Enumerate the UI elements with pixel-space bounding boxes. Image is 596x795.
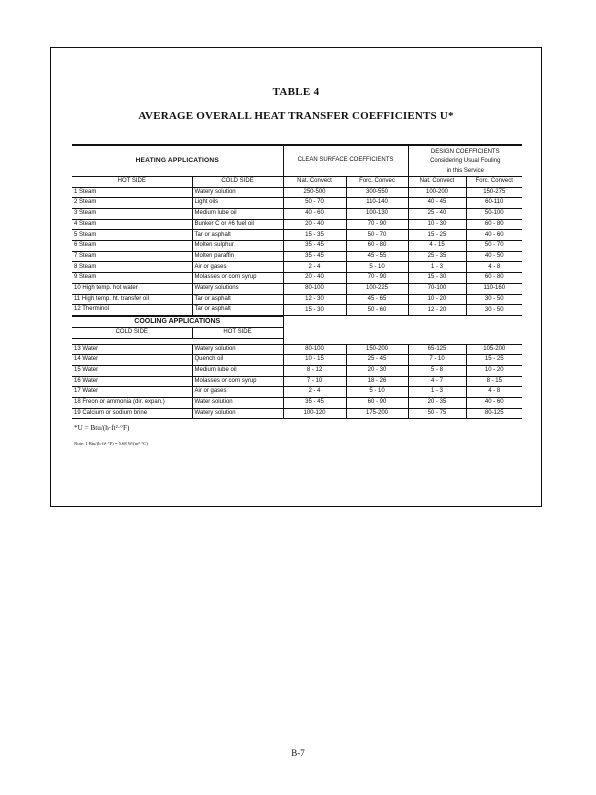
table-row (72, 273, 522, 284)
design-forc-convect-cell: 8 - 15 (466, 376, 522, 387)
second-side-cell: Molasses or corn syrup (192, 273, 283, 284)
clean-forc-convec-cell: 45 - 55 (346, 251, 408, 262)
design-forc-convect-cell: 15 - 25 (466, 355, 522, 366)
clean-forc-convec-cell: 5 - 10 (346, 387, 408, 398)
table-row (72, 387, 522, 398)
table-row (72, 283, 522, 294)
clean-forc-convec-cell: 25 - 45 (346, 355, 408, 366)
clean-nat-convect-cell: 15 - 35 (283, 230, 346, 241)
first-side-cell: 12 Therminol (72, 305, 192, 316)
second-side-cell: Tar or asphalt (192, 230, 283, 241)
second-side-cell: Medium lube oil (192, 365, 283, 376)
clean-forc-convec-cell: 18 - 26 (346, 376, 408, 387)
second-side-cell: Quench oil (192, 355, 283, 366)
clean-nat-convect-cell: 35 - 45 (283, 251, 346, 262)
clean-forc-convec-cell: 70 - 90 (346, 273, 408, 284)
first-side-cell: 11 High temp. ht. transfer oil (72, 294, 192, 305)
first-side-cell: 1 Steam (72, 187, 192, 198)
clean-forc-convec-cell: 100-130 (346, 209, 408, 220)
second-side-cell: Water solution (192, 398, 283, 409)
design-forc-convect-cell: 30 - 50 (466, 294, 522, 305)
second-side-cell: Tar or asphalt (192, 294, 283, 305)
first-side-cell: 7 Steam (72, 251, 192, 262)
clean-nat-convect-cell: 80-100 (283, 344, 346, 355)
clean-nat-convect-cell: 250-500 (283, 187, 346, 198)
design-forc-convect-header: Forc. Convect (466, 177, 522, 187)
table-row (72, 209, 522, 220)
clean-nat-convect-cell: 35 - 45 (283, 398, 346, 409)
clean-forc-convec-cell: 45 - 65 (346, 294, 408, 305)
design-nat-convect-cell: 4 - 7 (408, 376, 466, 387)
design-forc-convect-cell: 60-110 (466, 198, 522, 209)
clean-forc-convec-cell: 60 - 80 (346, 241, 408, 252)
clean-nat-convect-cell: 2 - 4 (283, 387, 346, 398)
second-side-cell: Medium lube oil (192, 209, 283, 220)
design-nat-convect-cell: 10 - 20 (408, 294, 466, 305)
cool-hot-side-header: HOT SIDE (192, 327, 283, 338)
table-row (72, 241, 522, 252)
design-nat-convect-header: Nat. Convect (408, 177, 466, 187)
design-coefficients-header: DESIGN COEFFICIENTS (408, 146, 522, 157)
table-row (72, 305, 522, 316)
first-side-cell: 14 Water (72, 355, 192, 366)
design-forc-convect-cell: 105-200 (466, 344, 522, 355)
first-side-cell: 3 Steam (72, 209, 192, 220)
design-nat-convect-cell: 15 - 25 (408, 230, 466, 241)
table-row (72, 344, 522, 355)
first-side-cell: 15 Water (72, 365, 192, 376)
second-side-cell: Molten paraffin (192, 251, 283, 262)
table-row (72, 408, 522, 419)
design-nat-convect-cell: 40 - 45 (408, 198, 466, 209)
clean-nat-convect-cell: 80-100 (283, 283, 346, 294)
design-forc-convect-cell: 80-125 (466, 408, 522, 419)
design-forc-convect-cell: 10 - 20 (466, 365, 522, 376)
first-side-cell: 18 Freon or ammonia (dir. expan.) (72, 398, 192, 409)
table-row (72, 251, 522, 262)
second-side-cell: Tar or asphalt (192, 305, 283, 316)
cold-side-header: COLD SIDE (192, 177, 283, 187)
table-row (72, 262, 522, 273)
design-nat-convect-cell: 65-125 (408, 344, 466, 355)
design-nat-convect-cell: 10 - 30 (408, 219, 466, 230)
table-row (72, 365, 522, 376)
second-side-cell: Watery solution (192, 408, 283, 419)
design-forc-convect-cell: 50 - 70 (466, 241, 522, 252)
clean-nat-convect-cell: 20 - 40 (283, 219, 346, 230)
design-forc-convect-cell: 30 - 50 (466, 305, 522, 316)
clean-nat-convect-cell: 8 - 12 (283, 365, 346, 376)
clean-nat-convect-cell: 15 - 30 (283, 305, 346, 316)
first-side-cell: 9 Steam (72, 273, 192, 284)
hot-side-header: HOT SIDE (72, 177, 192, 187)
table-row (72, 187, 522, 198)
design-fouling-header: Considering Usual Fouling (408, 157, 522, 166)
second-side-cell: Molten sulphur (192, 241, 283, 252)
design-forc-convect-cell: 40 - 60 (466, 230, 522, 241)
table-row (72, 219, 522, 230)
table-row (72, 294, 522, 305)
clean-forc-convec-cell: 20 - 30 (346, 365, 408, 376)
design-nat-convect-cell: 100-200 (408, 187, 466, 198)
clean-nat-convect-cell: 50 - 70 (283, 198, 346, 209)
table-row (72, 376, 522, 387)
design-nat-convect-cell: 1 - 3 (408, 262, 466, 273)
clean-nat-convect-cell: 100-120 (283, 408, 346, 419)
clean-nat-convect-cell: 2 - 4 (283, 262, 346, 273)
clean-forc-convec-cell: 5 - 10 (346, 262, 408, 273)
design-forc-convect-cell: 4 - 8 (466, 262, 522, 273)
table-row (72, 198, 522, 209)
design-forc-convect-cell: 50-100 (466, 209, 522, 220)
second-side-cell: Molasses or corn syrup (192, 376, 283, 387)
design-service-header: in this Service (408, 167, 522, 177)
clean-nat-convect-cell: 10 - 15 (283, 355, 346, 366)
first-side-cell: 16 Water (72, 376, 192, 387)
clean-forc-convec-cell: 175-200 (346, 408, 408, 419)
design-forc-convect-cell: 60 - 80 (466, 219, 522, 230)
design-forc-convect-cell: 150-275 (466, 187, 522, 198)
forc-convec-header: Forc. Convec (346, 177, 408, 187)
heat-transfer-table (72, 144, 522, 419)
design-forc-convect-cell: 4 - 8 (466, 387, 522, 398)
clean-forc-convec-cell: 100-225 (346, 283, 408, 294)
first-side-cell: 17 Water (72, 387, 192, 398)
table-row (72, 355, 522, 366)
first-side-cell: 13 Water (72, 344, 192, 355)
design-forc-convect-cell: 40 - 60 (466, 398, 522, 409)
first-side-cell: 2 Steam (72, 198, 192, 209)
clean-forc-convec-cell: 50 - 60 (346, 305, 408, 316)
first-side-cell: 4 Steam (72, 219, 192, 230)
cooling-applications-header: COOLING APPLICATIONS (72, 316, 283, 328)
design-nat-convect-cell: 25 - 40 (408, 209, 466, 220)
first-side-cell: 8 Steam (72, 262, 192, 273)
clean-nat-convect-cell: 20 - 40 (283, 273, 346, 284)
design-nat-convect-cell: 15 - 30 (408, 273, 466, 284)
first-side-cell: 10 High temp. hot water (72, 283, 192, 294)
clean-nat-convect-cell: 40 - 60 (283, 209, 346, 220)
clean-forc-convec-cell: 50 - 70 (346, 230, 408, 241)
design-forc-convect-cell: 60 - 80 (466, 273, 522, 284)
table-row (72, 230, 522, 241)
footnote-unit-conversion: Note: 1 Btu/(h·ft²·°F) = 5.68 W/(m²·°C) (74, 441, 148, 446)
design-nat-convect-cell: 7 - 10 (408, 355, 466, 366)
design-nat-convect-cell: 20 - 35 (408, 398, 466, 409)
table-title: AVERAGE OVERALL HEAT TRANSFER COEFFICIENTS U* (138, 110, 454, 122)
second-side-cell: Watery solution (192, 344, 283, 355)
footnote-u-definition: *U = Btu/(h·ft²·°F) (74, 424, 130, 432)
design-nat-convect-cell: 25 - 35 (408, 251, 466, 262)
clean-nat-convect-cell: 7 - 10 (283, 376, 346, 387)
cool-cold-side-header: COLD SIDE (72, 327, 192, 338)
clean-forc-convec-cell: 110-140 (346, 198, 408, 209)
clean-forc-convec-cell: 300-550 (346, 187, 408, 198)
design-nat-convect-cell: 70-100 (408, 283, 466, 294)
design-nat-convect-cell: 12 - 20 (408, 305, 466, 316)
first-side-cell: 19 Calcium or sodium brine (72, 408, 192, 419)
table-row (72, 398, 522, 409)
first-side-cell: 6 Steam (72, 241, 192, 252)
clean-nat-convect-cell: 12 - 30 (283, 294, 346, 305)
design-nat-convect-cell: 50 - 75 (408, 408, 466, 419)
design-forc-convect-cell: 40 - 50 (466, 251, 522, 262)
page-number: B-7 (291, 748, 305, 758)
second-side-cell: Air or gases (192, 387, 283, 398)
clean-surface-header: CLEAN SURFACE COEFFICIENTS (283, 146, 408, 167)
design-nat-convect-cell: 5 - 8 (408, 365, 466, 376)
design-forc-convect-cell: 110-160 (466, 283, 522, 294)
clean-forc-convec-cell: 70 - 90 (346, 219, 408, 230)
table-number: TABLE 4 (272, 86, 320, 98)
clean-forc-convec-cell: 60 - 90 (346, 398, 408, 409)
design-nat-convect-cell: 4 - 15 (408, 241, 466, 252)
nat-convect-header: Nat. Convect (283, 177, 346, 187)
second-side-cell: Air or gases (192, 262, 283, 273)
clean-nat-convect-cell: 35 - 45 (283, 241, 346, 252)
first-side-cell: 5 Steam (72, 230, 192, 241)
table-frame (50, 47, 542, 507)
second-side-cell: Bunker C or #6 fuel oil (192, 219, 283, 230)
design-nat-convect-cell: 1 - 3 (408, 387, 466, 398)
second-side-cell: Watery solution (192, 187, 283, 198)
heating-applications-header: HEATING APPLICATIONS (135, 157, 219, 165)
clean-forc-convec-cell: 150-200 (346, 344, 408, 355)
second-side-cell: Watery solutions (192, 283, 283, 294)
second-side-cell: Light oils (192, 198, 283, 209)
